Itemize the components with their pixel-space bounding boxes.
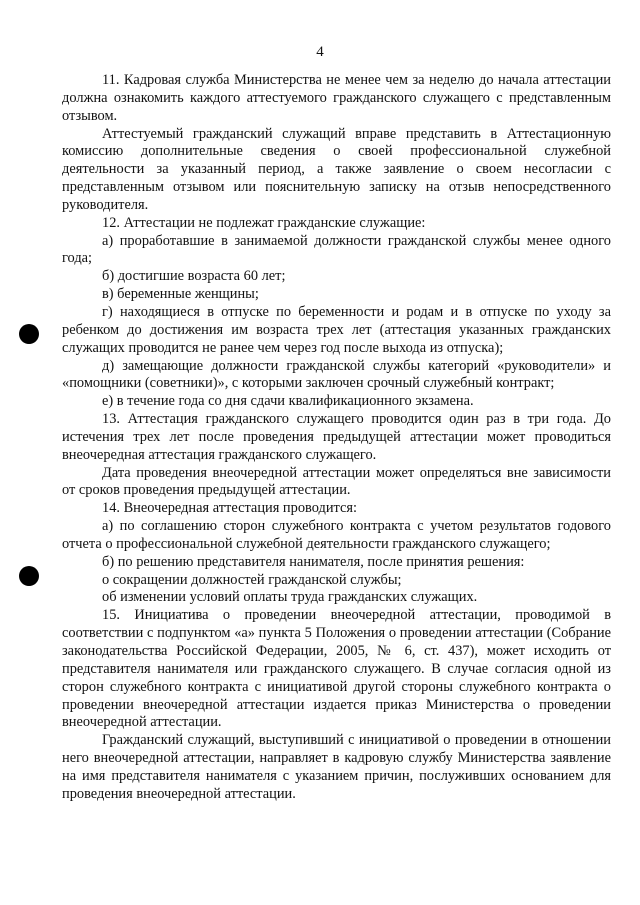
list-item-12d: г) находящиеся в отпуске по беременности и родам и в отпуске по уходу за ребенком до достижения им возраста трех лет (аттестация указанных гражданских служащих проводится не ранее чем через год после выхода из отпуска); — [62, 303, 611, 356]
list-item-12f: е) в течение года со дня сдачи квалификационного экзамена. — [102, 393, 474, 410]
list-item-14b-reduction: о сокращении должностей гражданской службы; — [102, 571, 402, 588]
page-number: 4 — [316, 44, 324, 60]
list-item-14b-pay-change: об изменении условий оплаты труда гражданских служащих. — [102, 589, 478, 606]
paragraph-13: 13. Аттестация гражданского служащего проводится один раз в три года. До истечения трех лет после проведения предыдущей аттестации может проводиться внеочередная аттестация гражданского служащего. — [62, 411, 611, 463]
list-item-12b: б) достигшие возраста 60 лет; — [102, 268, 286, 285]
paragraph-13-date: Дата проведения внеочередной аттестации может определяться вне зависимости от сроков проведения предыдущей аттестации. — [62, 464, 611, 499]
paragraph-11: 11. Кадровая служба Министерства не менее чем за неделю до начала аттестации должна ознакомить каждого аттестуемого гражданского служащего с представленным отзывом. — [62, 72, 611, 124]
list-item-12e: д) замещающие должности гражданской службы категорий «руководители» и «помощники (советники)», с которыми заключен срочный служебный контракт; — [62, 357, 611, 392]
binder-hole-mark — [19, 566, 39, 586]
paragraph-15: 15. Инициатива о проведении внеочередной аттестации, проводимой в соответствии с подпунктом «а» пункта 5 Положения о проведении аттестации (Собрание законодательства Российской Федерации, 2005, № 6, ст. 437), может исходить от представителя нанимателя или гражданского служащего. В случае согласия одной из сторон служебного контракта с инициативой другой стороны служебного контракта о проведении внеочередной аттестации издается приказ Министерства о проведении внеочередной аттестации. — [62, 607, 611, 731]
list-item-14b: б) по решению представителя нанимателя, после принятия решения: — [102, 553, 525, 570]
paragraph-15-initiative: Гражданский служащий, выступивший с инициативой о проведении в отношении него внеочередной аттестации, направляет в кадровую службу Министерства заявление на имя представителя нанимателя с указанием причин, послуживших основанием для проведения внеочередной аттестации. — [62, 732, 611, 802]
document-body — [62, 72, 611, 804]
paragraph-11-right-to-submit: Аттестуемый гражданский служащий вправе представить в Аттестационную комиссию дополнительные сведения о своей профессиональной служебной деятельности за указанный период, а также заявление о своем несогласии с представленным отзывом или пояснительную записку на отзыв непосредственного руководителя. — [62, 125, 611, 213]
list-item-12c: в) беременные женщины; — [102, 286, 259, 303]
list-item-14a: а) по соглашению сторон служебного контракта с учетом результатов годового отчета о профессиональной служебной деятельности гражданского служащего; — [62, 518, 611, 552]
paragraph-14: 14. Внеочередная аттестация проводится: — [102, 500, 357, 517]
list-item-12a: а) проработавшие в занимаемой должности гражданской службы менее одного года; — [62, 232, 611, 267]
binder-hole-mark — [19, 324, 39, 344]
paragraph-12: 12. Аттестации не подлежат гражданские служащие: — [102, 214, 426, 231]
